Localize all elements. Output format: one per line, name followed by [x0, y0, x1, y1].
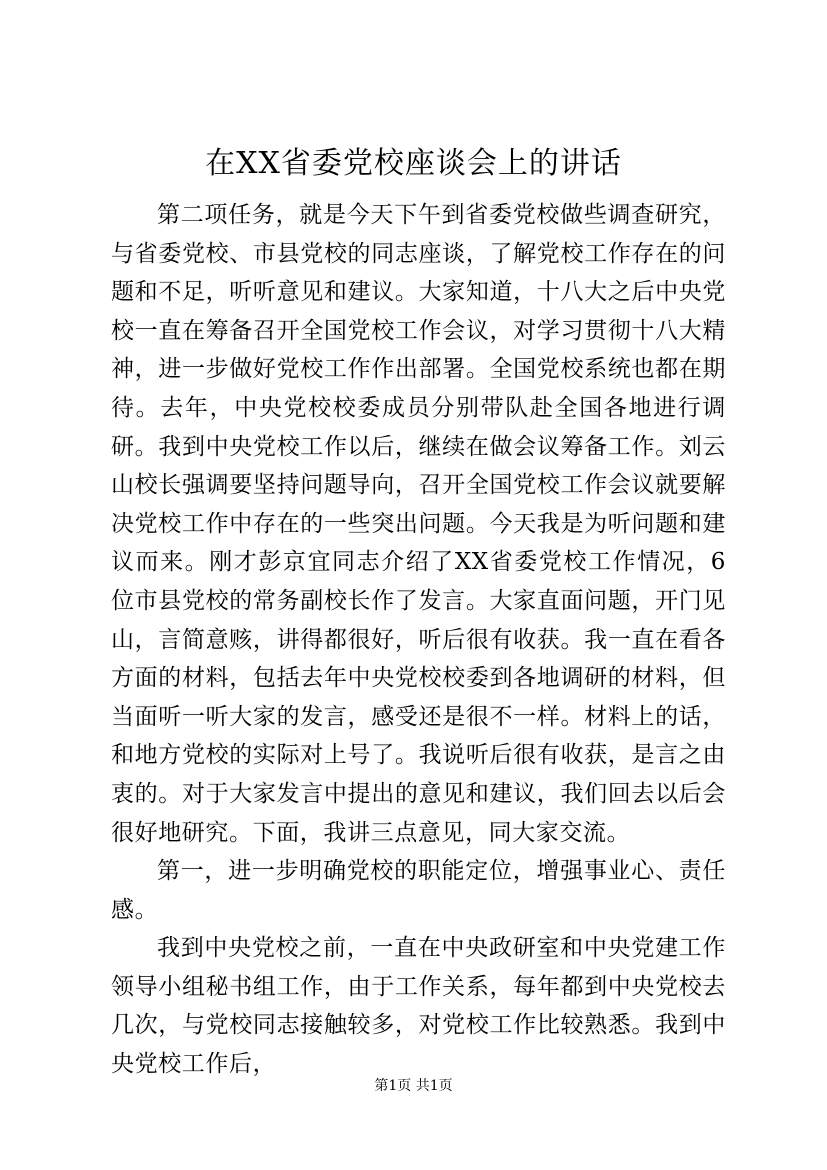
page-title: 在XX省委党校座谈会上的讲话 [205, 146, 622, 181]
paragraph-intro: 第二项任务，就是今天下午到省委党校做些调查研究，与省委党校、市县党校的同志座谈，了解党校工作存在的问题和不足，听听意见和建议。大家知道，十八大之后中央党校一直在筹备召开全国党校工作会议，对学习贯彻十八大精神，进一步做好党校工作作出部署。全国党校系统也都在期待。去年，中央党校校委成员分别带队赴全国各地进行调研。我到中央党校工作以后，继续在做会议筹备工作。刘云山校长强调要坚持问题导向，召开全国党校工作会议就要解决党校工作中存在的一些突出问题。今天我是为听问题和建议而来。刚才彭京宜同志介绍了XX省委党校工作情况，6位市县党校的常务副校长作了发言。大家直面问题，开门见山，言简意赅，讲得都很好，听后很有收获。我一直在看各方面的材料，包括去年中央党校校委到各地调研的材料，但当面听一听大家的发言，感受还是很不一样。材料上的话，和地方党校的实际对上号了。我说听后很有收获，是言之由衷的。对于大家发言中提出的意见和建议，我们回去以后会很好地研究。下面，我讲三点意见，同大家交流。 [111, 202, 726, 846]
document-body [111, 196, 726, 1084]
paragraph-point-one-body: 我到中央党校之前，一直在中央政研室和中央党建工作领导小组秘书组工作，由于工作关系，每年都到中央党校去几次，与党校同志接触较多，对党校工作比较熟悉。我到中央党校工作后， [111, 935, 726, 1078]
paragraph-point-one-heading: 第一，进一步明确党校的职能定位，增强事业心、责任感。 [111, 858, 726, 923]
page-footer: 第1页 共1页 [374, 1078, 453, 1094]
